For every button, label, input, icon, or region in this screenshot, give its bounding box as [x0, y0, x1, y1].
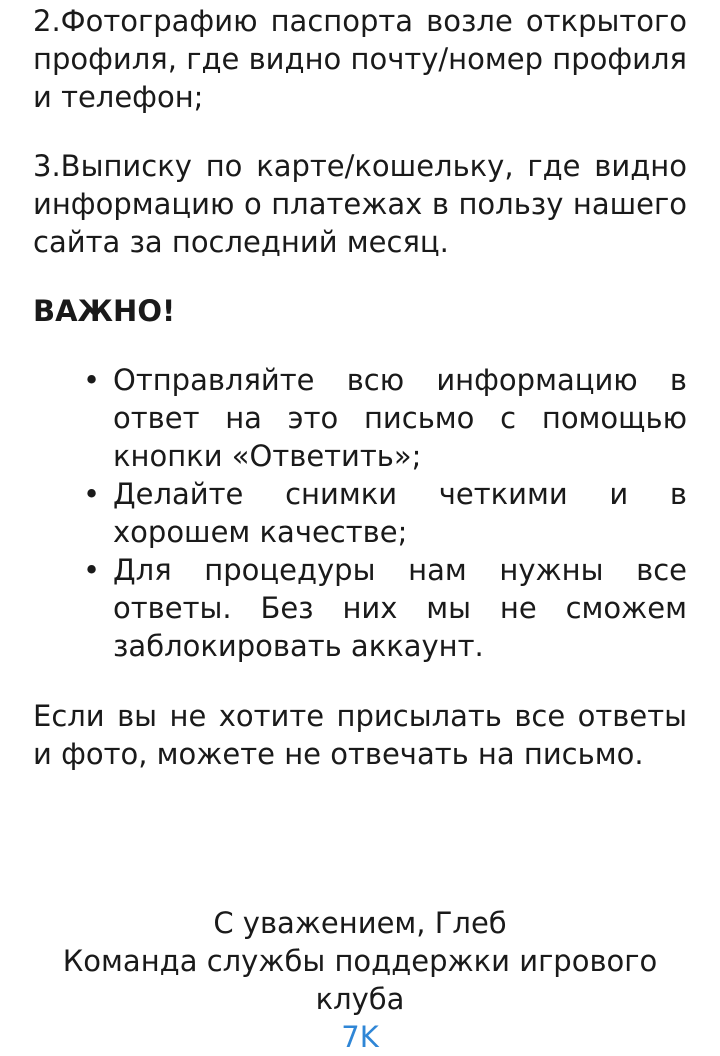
- list-item: [83, 475, 687, 551]
- list-item-text: Для процедуры нам нужны все ответы. Без них мы не сможем заблокировать аккаунт.: [113, 553, 687, 663]
- bullet-icon: •: [83, 363, 101, 397]
- important-list: [83, 361, 687, 665]
- signature-team: Команда службы поддержки игрового клуба: [62, 944, 658, 1016]
- requirement-item-2: 2.Фотографию паспорта возле открытого профиля, где видно почту/номер профиля и телефон;: [33, 4, 687, 114]
- closing-note: Если вы не хотите присылать все ответы и фото, можете не отвечать на письмо.: [33, 699, 687, 771]
- bullet-icon: •: [83, 477, 101, 511]
- list-item-text: Отправляйте всю информацию в ответ на это письмо с помощью кнопки «Ответить»;: [113, 363, 687, 473]
- requirement-item-3: 3.Выписку по карте/кошельку, где видно информацию о платежах в пользу нашего сайта за последний месяц.: [33, 149, 687, 259]
- list-item: [83, 361, 687, 475]
- signature-greeting: С уважением, Глеб: [213, 906, 507, 940]
- list-item: [83, 551, 687, 665]
- signature-block: [33, 904, 687, 1056]
- bullet-icon: •: [83, 553, 101, 587]
- list-item-text: Делайте снимки четкими и в хорошем качестве;: [113, 477, 687, 549]
- important-heading: ВАЖНО!: [33, 294, 176, 328]
- brand-link[interactable]: 7K: [341, 1020, 379, 1054]
